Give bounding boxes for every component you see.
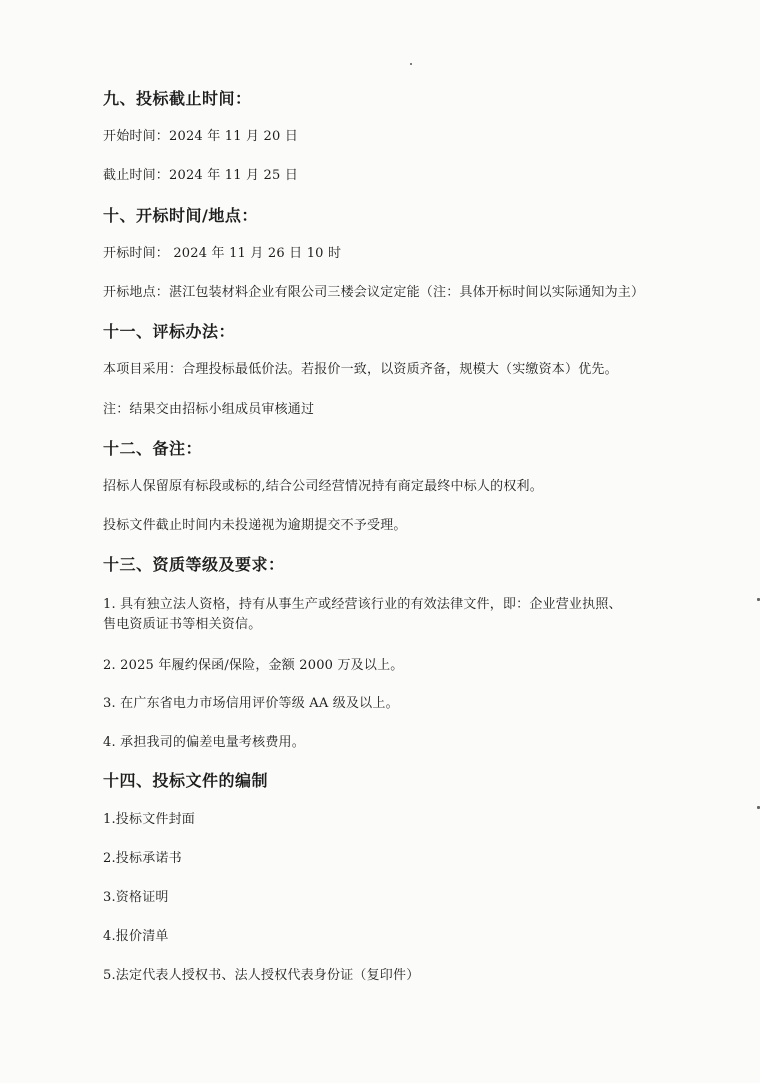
remark-late-submission: 投标文件截止时间内未投递视为逾期提交不予受理。	[103, 518, 407, 533]
opening-place: 开标地点：湛江包装材料企业有限公司三楼会议定定能（注：具体开标时间以实际通知为主）	[103, 285, 645, 300]
requirement-1-line-1: 1. 具有独立法人资格，持有从事生产或经营该行业的有效法律文件，即：企业营业执照、	[103, 597, 622, 612]
scan-speck	[410, 63, 412, 65]
remark-rights: 招标人保留原有标段或标的,结合公司经营情况持有商定最终中标人的权利。	[103, 479, 543, 494]
document-item-5: 5.法定代表人授权书、法人授权代表身份证（复印件）	[103, 968, 420, 983]
evaluation-note: 注：结果交由招标小组成员审核通过	[103, 402, 315, 417]
section-9-heading: 九、投标截止时间：	[103, 89, 252, 108]
bid-start-time: 开始时间：2024 年 11 月 20 日	[103, 129, 299, 144]
document-item-4: 4.报价清单	[103, 929, 169, 944]
section-12-heading: 十二、备注：	[103, 439, 203, 458]
document-item-1: 1.投标文件封面	[103, 812, 196, 827]
section-14-heading: 十四、投标文件的编制	[103, 771, 269, 790]
requirement-4: 4. 承担我司的偏差电量考核费用。	[103, 735, 305, 750]
document-item-3: 3.资格证明	[103, 890, 169, 905]
requirement-2: 2. 2025 年履约保函/保险，金额 2000 万及以上。	[103, 658, 404, 673]
bid-end-time: 截止时间：2024 年 11 月 25 日	[103, 168, 299, 183]
opening-time: 开标时间： 2024 年 11 月 26 日 10 时	[103, 246, 342, 261]
requirement-1-line-2: 售电资质证书等相关资信。	[103, 617, 262, 632]
section-13-heading: 十三、资质等级及要求：	[103, 555, 285, 574]
document-item-2: 2.投标承诺书	[103, 851, 182, 866]
requirement-3: 3. 在广东省电力市场信用评价等级 AA 级及以上。	[103, 696, 399, 711]
section-10-heading: 十、开标时间/地点：	[103, 206, 258, 225]
section-11-heading: 十一、评标办法：	[103, 322, 236, 341]
evaluation-method: 本项目采用：合理投标最低价法。若报价一致，以资质齐备，规模大（实缴资本）优先。	[103, 362, 618, 377]
